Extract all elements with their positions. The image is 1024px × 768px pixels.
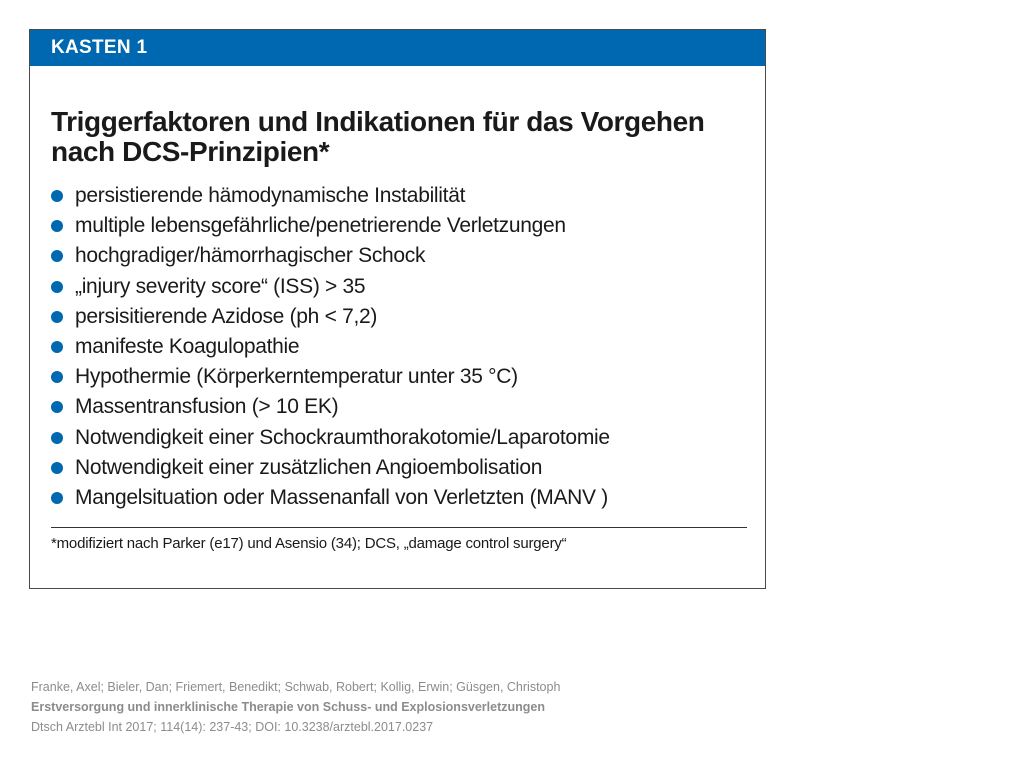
list-item: [51, 423, 610, 453]
footnote: *modifiziert nach Parker (e17) und Asensio (34); DCS, „damage control surgery“: [51, 535, 567, 552]
citation-article-title: Erstversorgung und innerklinische Therapie von Schuss- und Explosionsverletzungen: [31, 700, 545, 714]
bullet-icon: [51, 492, 63, 504]
box-title-line-1: Triggerfaktoren und Indikationen für das Vorgehen: [51, 106, 705, 137]
list-item-text: persistierende hämodynamische Instabilität: [75, 184, 466, 207]
info-box: [29, 29, 766, 589]
list-item-text: „injury severity score“ (ISS) > 35: [75, 274, 366, 298]
citation: [31, 677, 560, 737]
bullet-icon: [51, 281, 63, 293]
bullet-icon: [51, 220, 63, 232]
list-item: [51, 272, 610, 302]
list-item-text: Massentransfusion (> 10 EK): [75, 395, 339, 419]
bullet-icon: [51, 401, 63, 413]
bullet-icon: [51, 341, 63, 353]
bullet-icon: [51, 250, 63, 262]
box-title: [51, 107, 751, 167]
bullet-icon: [51, 432, 63, 444]
list-item-text: persisitierende Azidose (ph < 7,2): [75, 304, 378, 328]
box-title-line-2: nach DCS-Prinzipien*: [51, 136, 330, 167]
footnote-divider: [51, 527, 747, 528]
list-item: [51, 483, 610, 513]
box-header: KASTEN 1: [30, 30, 765, 66]
bullet-icon: [51, 462, 63, 474]
list-item-text: Mangelsituation oder Massenanfall von Verletzten (MANV ): [75, 485, 608, 509]
list-item-text: Notwendigkeit einer zusätzlichen Angioembolisation: [75, 455, 543, 479]
citation-journal: Dtsch Arztebl Int 2017; 114(14): 237-43; DOI: 10.3238/arztebl.2017.0237: [31, 720, 434, 734]
list-item-text: Notwendigkeit einer Schockraumthorakotomie/Laparotomie: [75, 425, 610, 449]
list-item: [51, 211, 610, 241]
list-item: [51, 181, 610, 211]
bullet-icon: [51, 371, 63, 383]
list-item: [51, 392, 610, 422]
trigger-list: [51, 181, 610, 513]
bullet-icon: [51, 311, 63, 323]
list-item: [51, 362, 610, 392]
list-item: [51, 241, 610, 271]
bullet-icon: [51, 190, 63, 202]
citation-authors: Franke, Axel; Bieler, Dan; Friemert, Benedikt; Schwab, Robert; Kollig, Erwin; Güsgen, Christoph: [31, 680, 561, 694]
list-item-text: hochgradiger/hämorrhagischer Schock: [75, 244, 426, 268]
list-item-text: manifeste Koagulopathie: [75, 334, 300, 358]
list-item-text: Hypothermie (Körperkerntemperatur unter 35 °C): [75, 365, 518, 389]
list-item-text: multiple lebensgefährliche/penetrierende Verletzungen: [75, 214, 566, 238]
list-item: [51, 332, 610, 362]
list-item: [51, 453, 610, 483]
list-item: [51, 302, 610, 332]
